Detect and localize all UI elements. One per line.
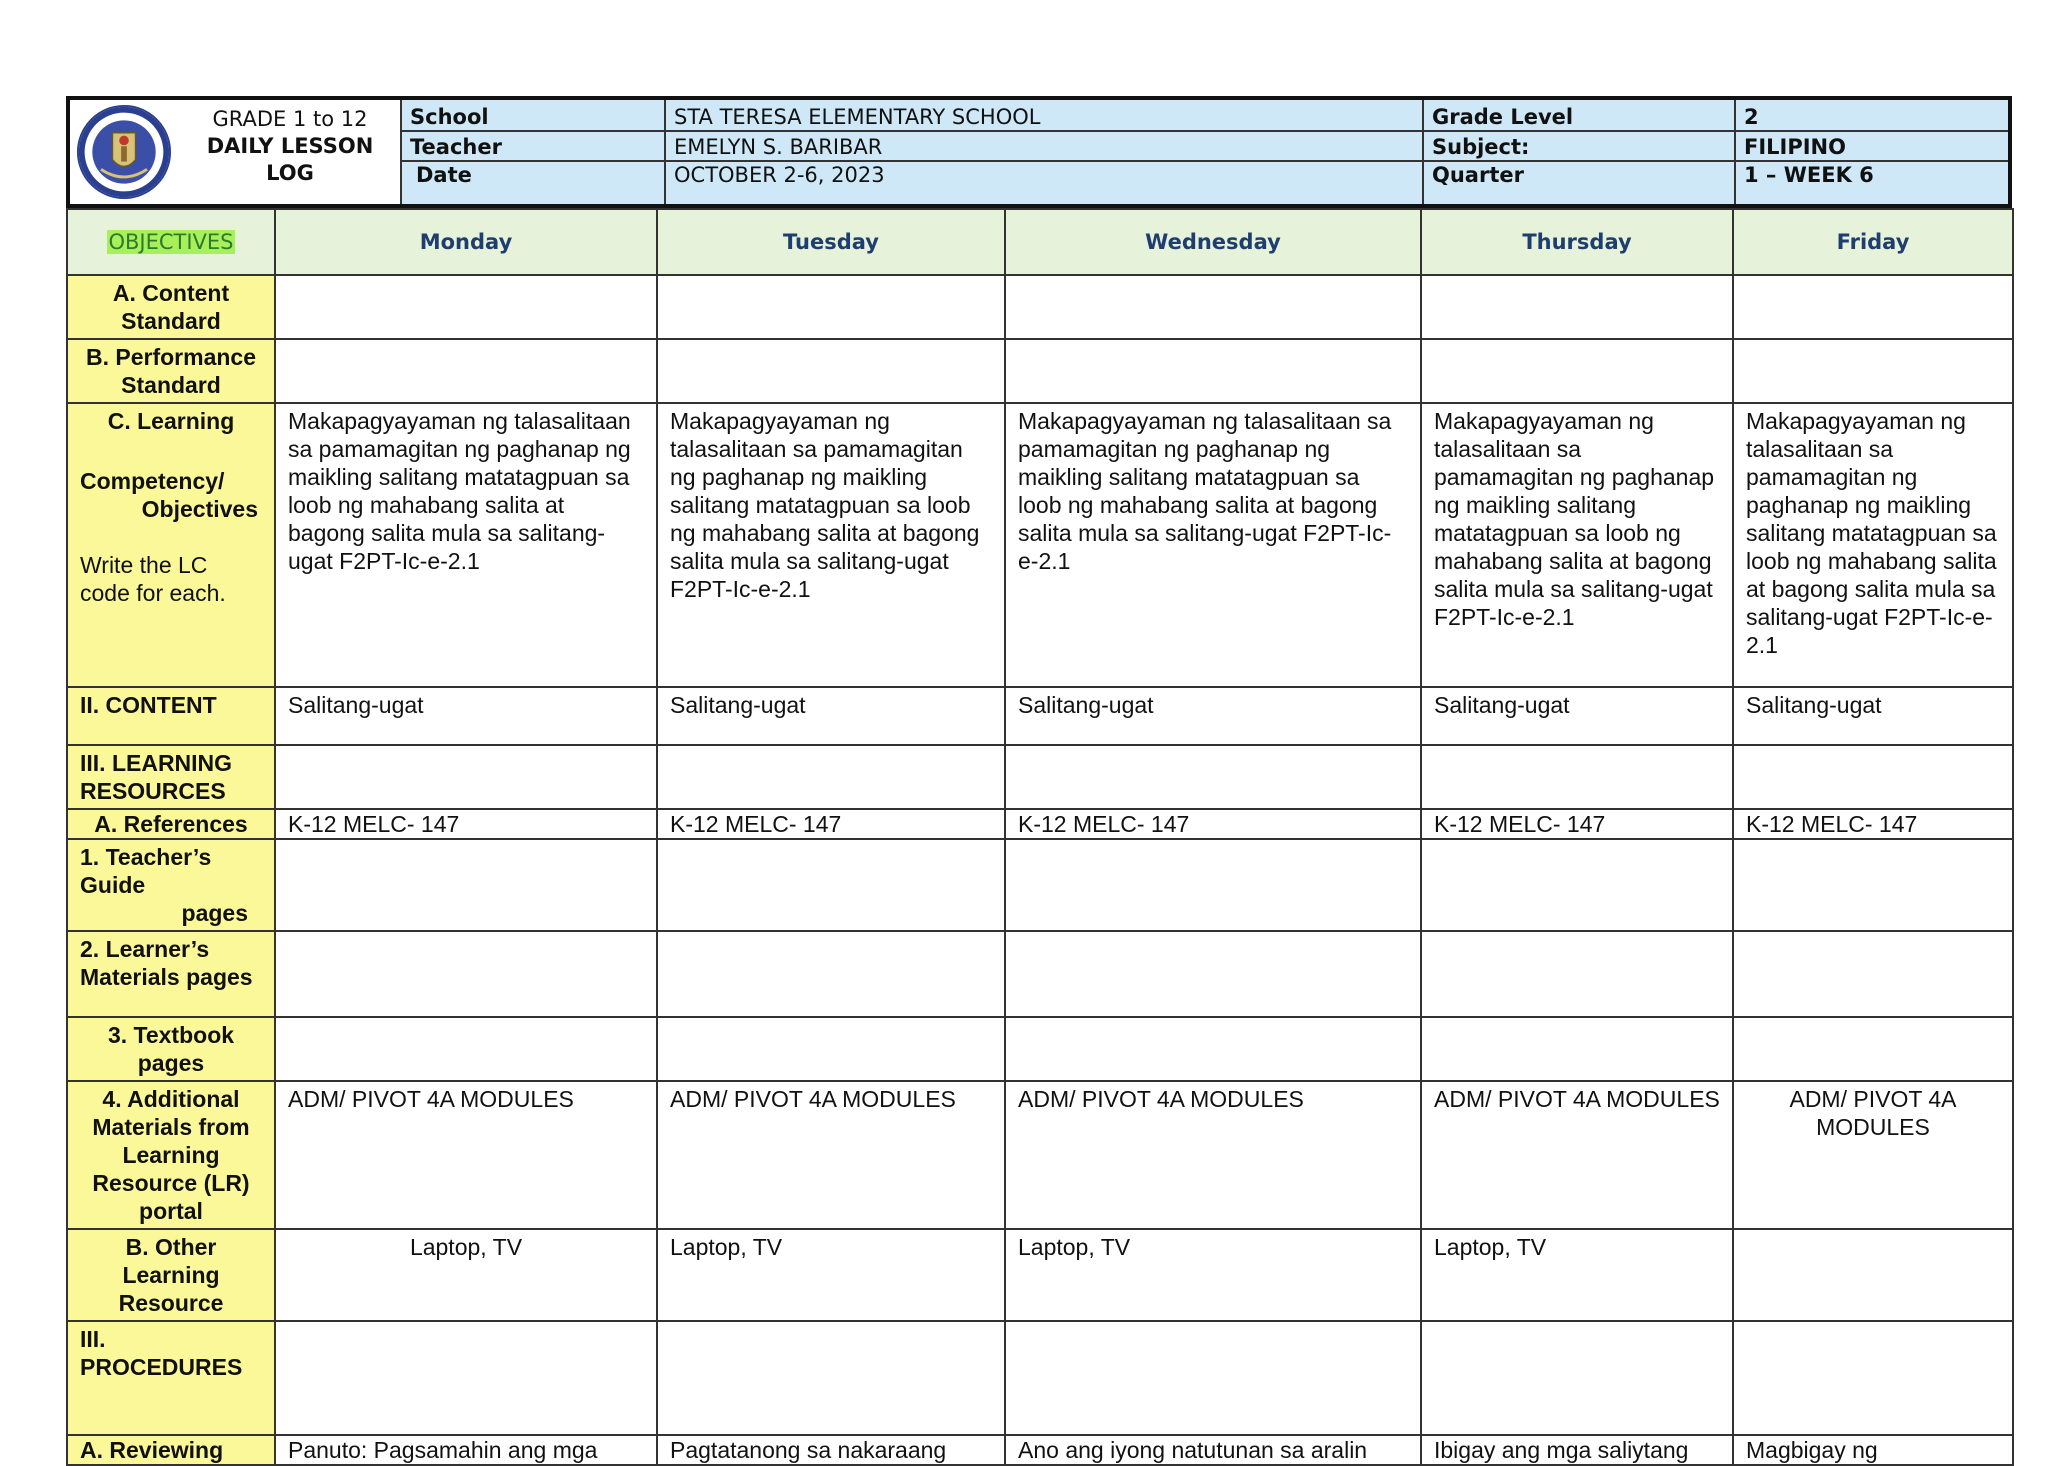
day-heading: Monday (275, 209, 657, 275)
lc-note: Write the LC code for each. (80, 552, 226, 606)
row-label: II. CONTENT (67, 687, 275, 745)
table-cell: ADM/ PIVOT 4A MODULES (1005, 1081, 1421, 1229)
lc-line-2: Competency/ (80, 468, 225, 494)
table-cell: Pagtatanong sa nakaraang (657, 1435, 1005, 1465)
table-row (67, 403, 2013, 687)
table-cell: K-12 MELC- 147 (1733, 809, 2013, 839)
table-cell (1733, 839, 2013, 931)
quarter-value: 1 – WEEK 6 (1744, 163, 1874, 187)
row-label: A. Content Standard (67, 275, 275, 339)
table-cell: Salitang-ugat (275, 687, 657, 745)
school-label: School (410, 105, 489, 129)
row-label: B. Other Learning Resource (67, 1229, 275, 1321)
divider (400, 100, 402, 204)
table-cell (275, 1017, 657, 1081)
table-row (67, 1081, 2013, 1229)
table-cell: Makapagyayaman ng talasalitaan sa pamamagitan ng paghanap ng maikling salitang matatagpuan sa loob ng mahabang salita at bagong salita mula sa salitang-ugat F2PT-Ic-e-2.1 (657, 403, 1005, 687)
table-cell (1733, 1229, 2013, 1321)
title-line-2: DAILY LESSON (206, 134, 374, 158)
row-label: III. LEARNING RESOURCES (67, 745, 275, 809)
table-cell: Makapagyayaman ng talasalitaan sa pamamagitan ng paghanap ng maikling salitang matatagpuan sa loob ng mahabang salita at bagong salita mula sa salitang-ugat F2PT-Ic-e-2.1 (1733, 403, 2013, 687)
row-label: B. Performance Standard (67, 339, 275, 403)
divider (664, 100, 666, 204)
table-cell (275, 745, 657, 809)
table-cell (657, 1321, 1005, 1435)
table-cell (1733, 931, 2013, 1017)
table-cell (657, 339, 1005, 403)
teacher-value: EMELYN S. BARIBAR (674, 135, 883, 159)
table-cell (1005, 1017, 1421, 1081)
row-label: A. Reviewing (67, 1435, 275, 1465)
table-cell: K-12 MELC- 147 (275, 809, 657, 839)
table-cell: Makapagyayaman ng talasalitaan sa pamamagitan ng paghanap ng maikling salitang matatagpuan sa loob ng mahabang salita at bagong salita mula sa salitang-ugat F2PT-Ic-e-2.1 (1005, 403, 1421, 687)
header-block (66, 96, 2012, 208)
date-label: Date (416, 163, 472, 187)
table-cell: Salitang-ugat (1421, 687, 1733, 745)
table-cell (657, 275, 1005, 339)
table-cell: Ibigay ang mga saliytang (1421, 1435, 1733, 1465)
table-cell: K-12 MELC- 147 (657, 809, 1005, 839)
table-row (67, 1321, 2013, 1435)
table-row (67, 1017, 2013, 1081)
table-cell: ADM/ PIVOT 4A MODULES (1733, 1081, 2013, 1229)
table-cell (1733, 339, 2013, 403)
table-cell: K-12 MELC- 147 (1421, 809, 1733, 839)
table-cell (275, 839, 657, 931)
row-label: A. References (67, 809, 275, 839)
subject-label: Subject: (1432, 135, 1530, 159)
table-row (67, 931, 2013, 1017)
header-title (180, 106, 400, 187)
tg-line-2: pages (181, 900, 248, 926)
table-row (67, 745, 2013, 809)
table-cell (1005, 275, 1421, 339)
row-label: III. PROCEDURES (67, 1321, 275, 1435)
day-heading: Thursday (1421, 209, 1733, 275)
table-cell: Magbigay ng (1733, 1435, 2013, 1465)
table-row (67, 339, 2013, 403)
table-cell (1005, 931, 1421, 1017)
table-row (67, 1229, 2013, 1321)
divider (400, 130, 2008, 132)
quarter-label: Quarter (1432, 163, 1524, 187)
table-cell (1421, 275, 1733, 339)
row-label: 3. Textbook pages (67, 1017, 275, 1081)
table-cell (1421, 745, 1733, 809)
table-cell (1421, 339, 1733, 403)
table-cell: K-12 MELC- 147 (1005, 809, 1421, 839)
table-cell: Salitang-ugat (657, 687, 1005, 745)
table-cell (1005, 745, 1421, 809)
table-cell: ADM/ PIVOT 4A MODULES (275, 1081, 657, 1229)
table-cell (657, 745, 1005, 809)
day-heading: Tuesday (657, 209, 1005, 275)
table-cell (1421, 1321, 1733, 1435)
table-cell (1005, 1321, 1421, 1435)
table-cell: Laptop, TV (1421, 1229, 1733, 1321)
title-line-3: LOG (266, 161, 314, 185)
grade-level-label: Grade Level (1432, 105, 1574, 129)
row-label (67, 403, 275, 687)
school-value: STA TERESA ELEMENTARY SCHOOL (674, 105, 1041, 129)
table-cell: Laptop, TV (275, 1229, 657, 1321)
table-cell: Ano ang iyong natutunan sa aralin (1005, 1435, 1421, 1465)
table-cell (1421, 931, 1733, 1017)
logo-cell (70, 100, 400, 204)
date-value: OCTOBER 2-6, 2023 (674, 163, 885, 187)
table-cell: ADM/ PIVOT 4A MODULES (657, 1081, 1005, 1229)
table-cell (1733, 1017, 2013, 1081)
lc-line-3: Objectives (141, 496, 258, 522)
table-cell (1733, 1321, 2013, 1435)
subject-value: FILIPINO (1744, 135, 1846, 159)
table-cell (1733, 745, 2013, 809)
table-cell: Panuto: Pagsamahin ang mga (275, 1435, 657, 1465)
table-cell: Laptop, TV (657, 1229, 1005, 1321)
table-cell: Makapagyayaman ng talasalitaan sa pamamagitan ng paghanap ng maikling salitang matatagpuan sa loob ng mahabang salita at bagong salita mula sa salitang-ugat F2PT-Ic-e-2.1 (275, 403, 657, 687)
table-cell: Makapagyayaman ng talasalitaan sa pamamagitan ng paghanap ng maikling salitang matatagpuan sa loob ng mahabang salita at bagong salita mula sa salitang-ugat F2PT-Ic-e-2.1 (1421, 403, 1733, 687)
day-header-row (67, 209, 2013, 275)
title-line-1: GRADE 1 to 12 (212, 107, 368, 131)
table-cell (275, 931, 657, 1017)
objectives-heading: OBJECTIVES (67, 209, 275, 275)
divider (1734, 100, 1736, 204)
divider (1422, 100, 1424, 204)
lc-line-1: C. Learning (107, 408, 235, 434)
row-label (67, 839, 275, 931)
table-cell (1421, 1017, 1733, 1081)
row-label: 4. Additional Materials from Learning Resource (LR) portal (67, 1081, 275, 1229)
lesson-table (66, 208, 2014, 1466)
grade-level-value: 2 (1744, 105, 1759, 129)
table-cell (1733, 275, 2013, 339)
table-cell (1005, 339, 1421, 403)
table-cell (275, 275, 657, 339)
teacher-label: Teacher (410, 135, 502, 159)
table-cell (1005, 839, 1421, 931)
table-row (67, 1435, 2013, 1465)
row-label: 2. Learner’s Materials pages (67, 931, 275, 1017)
table-cell (657, 931, 1005, 1017)
table-cell: ADM/ PIVOT 4A MODULES (1421, 1081, 1733, 1229)
table-cell (275, 1321, 657, 1435)
table-cell (657, 839, 1005, 931)
table-cell (275, 339, 657, 403)
table-cell (657, 1017, 1005, 1081)
table-cell: Laptop, TV (1005, 1229, 1421, 1321)
day-heading: Friday (1733, 209, 2013, 275)
table-cell: Salitang-ugat (1733, 687, 2013, 745)
table-row (67, 687, 2013, 745)
deped-seal-icon (76, 104, 172, 200)
day-heading: Wednesday (1005, 209, 1421, 275)
table-cell: Salitang-ugat (1005, 687, 1421, 745)
table-row (67, 839, 2013, 931)
tg-line-1: 1. Teacher’s Guide (80, 844, 212, 898)
table-row (67, 275, 2013, 339)
table-row (67, 809, 2013, 839)
daily-lesson-log (66, 96, 2012, 1466)
table-cell (1421, 839, 1733, 931)
